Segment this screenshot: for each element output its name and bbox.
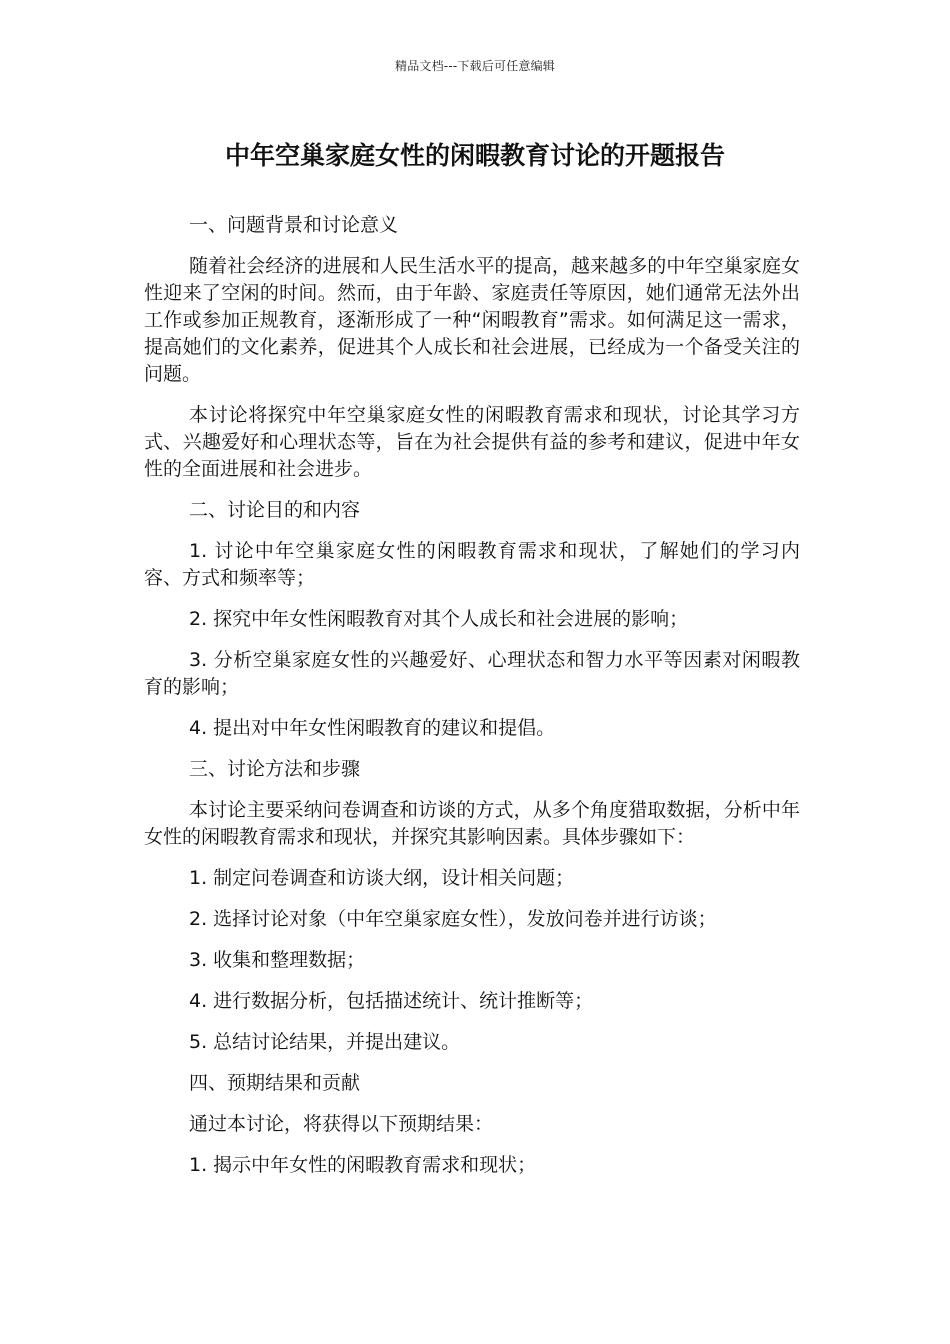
paragraph: 随着社会经济的进展和人民生活水平的提高，越来越多的中年空巢家庭女性迎来了空闲的时间。然而，由于年龄、家庭责任等原因，她们通常无法外出工作或参加正规教育，逐渐形成了一种“闲暇教育”需求。如何满足这一需求，提高她们的文化素养，促进其个人成长和社会进展，已经成为一个备受关注的问题。 (144, 255, 800, 385)
paragraph: 通过本讨论，将获得以下预期结果： (189, 1113, 494, 1135)
paragraph: 本讨论将探究中年空巢家庭女性的闲暇教育需求和现状，讨论其学习方式、兴趣爱好和心理状态等，旨在为社会提供有益的参考和建议，促进中年女性的全面进展和社会进步。 (144, 404, 800, 480)
list-item: 5. 总结讨论结果，并提出建议。 (189, 1031, 461, 1053)
section-heading: 二、讨论目的和内容 (189, 499, 361, 521)
header-note: 精品文档---下载后可任意编辑 (395, 59, 555, 73)
list-item: 3. 分析空巢家庭女性的兴趣爱好、心理状态和智力水平等因素对闲暇教育的影响； (144, 649, 800, 698)
section-heading: 一、问题背景和讨论意义 (189, 214, 399, 236)
list-item: 2. 探究中年女性闲暇教育对其个人成长和社会进展的影响； (189, 608, 689, 630)
list-item: 1. 揭示中年女性的闲暇教育需求和现状； (189, 1154, 537, 1176)
list-item: 3. 收集和整理数据； (189, 949, 366, 971)
list-item: 2. 选择讨论对象（中年空巢家庭女性），发放问卷并进行访谈； (189, 908, 717, 930)
list-item: 1. 讨论中年空巢家庭女性的闲暇教育需求和现状，了解她们的学习内容、方式和频率等； (144, 540, 800, 589)
list-item: 4. 进行数据分析，包括描述统计、统计推断等； (189, 990, 594, 1012)
section-heading: 四、预期结果和贡献 (189, 1072, 361, 1094)
document-body (144, 212, 800, 1193)
list-item: 4. 提出对中年女性闲暇教育的建议和提倡。 (189, 717, 556, 739)
section-heading: 三、讨论方法和步骤 (189, 758, 361, 780)
document-title: 中年空巢家庭女性的闲暇教育讨论的开题报告 (224, 141, 725, 170)
paragraph: 本讨论主要采纳问卷调查和访谈的方式，从多个角度猎取数据，分析中年女性的闲暇教育需求和现状，并探究其影响因素。具体步骤如下： (144, 799, 800, 848)
list-item: 1. 制定问卷调查和访谈大纲，设计相关问题； (189, 867, 575, 889)
